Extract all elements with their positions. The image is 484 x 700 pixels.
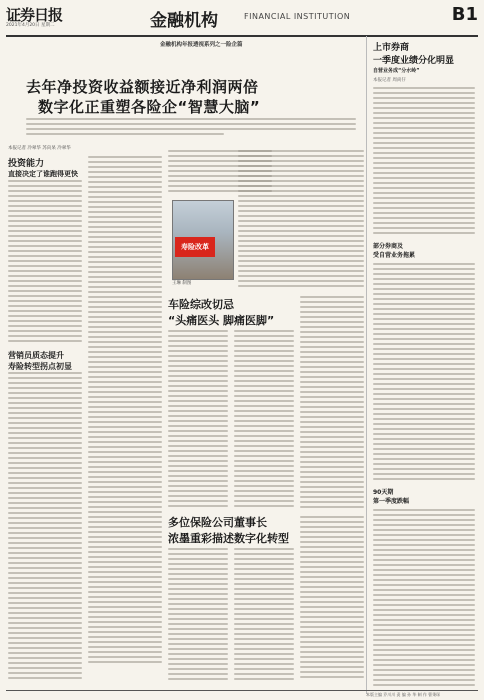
sidebar-story-2-text — [373, 263, 475, 483]
sidebar-story-3-header — [367, 483, 479, 505]
column-3-mid-text — [168, 330, 228, 510]
section-4-subtitle: 浓墨重彩描述数字化转型 — [168, 532, 289, 545]
column-4-bottom-text — [234, 548, 294, 686]
column-1-text — [8, 180, 82, 346]
footer-credits: 本版主编 乔川川 责 编 孙 华 制 作 曹秉琛 — [366, 692, 441, 697]
page-number: B1 — [451, 4, 478, 25]
section-3-header — [168, 296, 288, 328]
sidebar-story-3-title-1: 90天期 — [373, 489, 394, 496]
byline: 本报记者 冷翠华 苏向杲 冷翠华 — [8, 146, 71, 151]
right-sidebar — [366, 36, 479, 694]
section-3-title: 车险综改切忌 — [168, 298, 234, 311]
column-3-bottom-text — [168, 548, 228, 686]
headline-line-1: 去年净投资收益额接近净利润两倍 — [26, 78, 259, 96]
section-2-header — [8, 350, 82, 372]
dateline: 2021年4月20日 星期二 — [6, 23, 55, 28]
sidebar-story-1-text — [373, 87, 475, 237]
column-1-lower-text — [8, 372, 82, 686]
column-2-text — [88, 156, 162, 686]
headline-line-2: 数字化正重塑各险企“智慧大脑” — [38, 98, 261, 116]
section-2-title: 营销员质态提升 — [8, 351, 64, 360]
column-5-mid-text — [300, 296, 364, 510]
photo-sign: 寿险改革 — [175, 237, 215, 257]
series-line: 金融机构年报透视系列之一险企篇 — [160, 42, 243, 48]
section-title: 金融机构 — [150, 11, 218, 31]
footer-rule — [6, 690, 478, 691]
photo-caption: 王琳 制图 — [172, 281, 192, 286]
sidebar-story-3-text — [373, 509, 475, 689]
section-4-title: 多位保险公司董事长 — [168, 516, 267, 529]
section-1-header — [8, 156, 82, 179]
newspaper-logo: 证券日报 — [6, 6, 63, 24]
section-1-subtitle: 直接决定了谁跑得更快 — [8, 170, 78, 178]
section-2-subtitle: 寿险转型拐点初显 — [8, 362, 72, 371]
sidebar-story-1-title-2: 一季度业绩分化明显 — [373, 56, 455, 66]
column-4-mid-text — [234, 330, 294, 510]
sidebar-story-2-header — [367, 237, 479, 259]
section-4-header — [168, 514, 298, 546]
lead-paragraph — [26, 118, 356, 140]
sidebar-story-1-header — [367, 36, 479, 83]
section-1-title: 投资能力 — [8, 159, 45, 169]
sidebar-story-2-title-1: 部分券商及 — [373, 243, 404, 250]
column-4-top-text — [238, 150, 364, 290]
section-3-subtitle: “头痛医头 脚痛医脚” — [168, 314, 275, 327]
sidebar-story-3-title-2: 第一季度跌幅 — [373, 498, 410, 505]
sidebar-story-1-byline: 本报记者 周尚仔 — [373, 78, 406, 83]
sidebar-story-1-subtitle: 自营业务成“分水岭” — [373, 68, 420, 74]
section-title-en: FINANCIAL INSTITUTION — [244, 12, 351, 21]
column-5-bottom-text — [300, 516, 364, 686]
sidebar-story-2-title-2: 受自营业务拖累 — [373, 252, 416, 259]
sidebar-story-1-title-1: 上市券商 — [373, 43, 410, 53]
illustration-photo — [172, 200, 234, 280]
